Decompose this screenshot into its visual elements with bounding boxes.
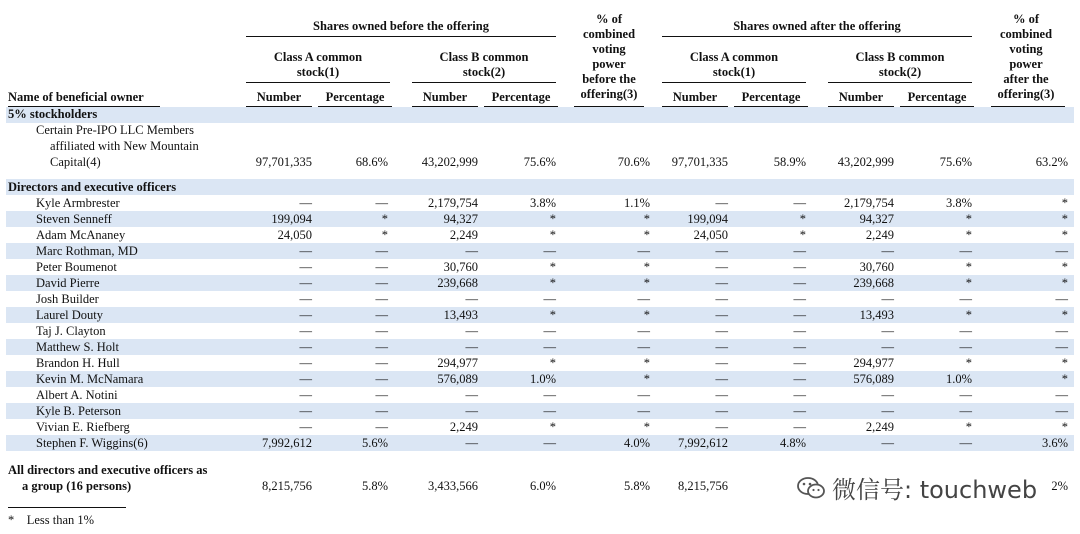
pre-ipo-class-b-after-number: 43,202,999 [837,155,894,169]
pre-ipo-class-a-after-pct: 58.9% [773,155,806,169]
table-row-class-b-before-pct: * [549,212,556,226]
table-row-voting-before: * [643,276,650,290]
table-row-voting-after: — [1055,292,1068,306]
header-percentage: Percentage [491,90,551,104]
table-row-class-a-before-number: — [299,372,312,386]
group-total-class-b-before-number: 3,433,566 [428,479,478,493]
table-row-class-a-after-number: 7,992,612 [678,436,728,450]
table-row-class-b-after-pct: 3.8% [945,196,972,210]
table-row-class-a-before-pct: — [375,356,388,370]
table-row-class-a-before-pct: — [375,196,388,210]
table-row-class-b-after-number: 30,760 [859,260,894,274]
table-row-class-b-after-pct: — [959,244,972,258]
table-row-voting-after: — [1055,388,1068,402]
group-total-class-b-before-pct: 6.0% [529,479,556,493]
table-row-class-b-before-pct: — [543,324,556,338]
table-row-name: Albert A. Notini [36,388,118,402]
table-row-voting-after: * [1061,276,1068,290]
table-row-name: Laurel Douty [36,308,103,322]
table-row-class-b-after-pct: — [959,436,972,450]
table-row-class-b-before-number: 13,493 [443,308,478,322]
table-row-voting-before: * [643,356,650,370]
table-row-name: Kevin M. McNamara [36,372,144,386]
table-row-class-b-before-number: — [465,244,478,258]
table-row-class-a-after-number: — [715,420,728,434]
table-row-class-a-before-number: — [299,196,312,210]
watermark [790,468,1043,507]
pre-ipo-class-a-after-number: 97,701,335 [671,155,728,169]
header-after-group: Shares owned after the offering [733,19,901,33]
section-five-pct: 5% stockholders [8,107,98,121]
table-row-voting-before: — [637,324,650,338]
table-row-class-b-before-number: — [465,388,478,402]
table-row-name: Adam McAnaney [36,228,126,242]
table-row-class-b-after-pct: * [965,228,972,242]
table-row-class-b-before-pct: * [549,420,556,434]
table-row-class-b-after-number: 576,089 [853,372,894,386]
header-class-a-before: Class A common stock(1) [273,50,363,79]
table-row-class-a-before-pct: — [375,260,388,274]
table-row-name: Matthew S. Holt [36,340,119,354]
table-row-class-a-before-number: — [299,292,312,306]
header-before-group: Shares owned before the offering [313,19,489,33]
header-after-rule [662,36,972,37]
table-row-class-b-after-number: 294,977 [853,356,894,370]
table-row-class-a-before-number: 24,050 [277,228,312,242]
table-row-name: Steven Senneff [36,212,112,226]
table-row-voting-after: * [1061,260,1068,274]
table-row-class-b-after-pct: * [965,356,972,370]
table-row-class-b-before-pct: — [543,244,556,258]
table-row-class-a-before-pct: 5.6% [361,436,388,450]
table-row-class-a-after-pct: — [793,308,806,322]
header-before-rule [246,36,556,37]
table-row-class-b-before-pct: * [549,308,556,322]
table-row-class-a-before-number: 7,992,612 [262,436,312,450]
table-row-class-a-before-number: — [299,420,312,434]
table-row-voting-after: * [1061,372,1068,386]
section-directors: Directors and executive officers [8,180,177,194]
table-row-class-a-before-number: — [299,388,312,402]
table-row-class-b-after-number: — [881,292,894,306]
table-row-class-b-after-number: 94,327 [859,212,894,226]
table-row-class-b-before-number: — [465,340,478,354]
table-row-class-b-after-pct: * [965,308,972,322]
rule-class-a-before [246,82,390,83]
table-row-class-a-after-number: — [715,260,728,274]
header-number: Number [672,90,718,104]
table-row-class-b-after-number: — [881,340,894,354]
table-row-class-a-after-number: — [715,356,728,370]
table-row-class-b-before-number: 294,977 [437,356,478,370]
table-row-class-a-after-pct: — [793,276,806,290]
header-class-b-after: Class B common stock(2) [855,50,945,79]
pre-ipo-voting-before: 70.6% [617,155,650,169]
table-row-class-a-after-number: — [715,292,728,306]
table-row-class-b-before-pct: * [549,260,556,274]
table-row-class-b-after-number: — [881,244,894,258]
table-row-class-a-after-pct: — [793,404,806,418]
table-row-class-b-after-number: 2,179,754 [844,196,894,210]
table-row-class-a-after-pct: — [793,244,806,258]
table-row-class-a-after-pct: — [793,196,806,210]
table-row-class-a-after-number: 24,050 [693,228,728,242]
header-class-a-after: Class A common stock(1) [689,50,779,79]
table-row-class-a-after-number: 199,094 [687,212,728,226]
header-voting-after: % of combined voting power after the offering(3) [997,12,1055,101]
table-row-class-b-before-pct: * [549,228,556,242]
table-row-voting-before: 4.0% [623,436,650,450]
table-row-class-a-before-pct: — [375,292,388,306]
header-name-col: Name of beneficial owner [8,90,144,104]
group-total-voting-after: 2% [1051,479,1068,493]
table-row-class-b-after-number: — [881,324,894,338]
table-row-name: David Pierre [36,276,100,290]
table-row-voting-after: — [1055,324,1068,338]
table-row-class-a-after-number: — [715,308,728,322]
header-percentage: Percentage [325,90,385,104]
table-row-class-b-after-number: 2,249 [865,228,894,242]
table-row-class-b-after-pct: — [959,324,972,338]
table-row-class-a-before-pct: — [375,244,388,258]
footnote-rule [8,507,126,508]
group-total-voting-before: 5.8% [623,479,650,493]
table-row-voting-after: * [1061,212,1068,226]
header-percentage: Percentage [907,90,967,104]
group-total-name: All directors and executive officers as a group (16 persons) [8,463,208,493]
table-row-voting-after: * [1061,420,1068,434]
table-row-name: Peter Boumenot [36,260,117,274]
header-number: Number [838,90,884,104]
table-row-name: Taj J. Clayton [36,324,106,338]
table-row-voting-after: — [1055,404,1068,418]
table-row-class-a-before-pct: — [375,420,388,434]
table-row-class-b-before-pct: 3.8% [529,196,556,210]
table-row-class-b-before-number: 2,249 [449,228,478,242]
table-row-class-b-before-pct: — [543,404,556,418]
pre-ipo-class-b-after-pct: 75.6% [939,155,972,169]
table-row-class-b-after-pct: — [959,292,972,306]
table-row-class-a-after-number: — [715,276,728,290]
table-row-name: Kyle B. Peterson [36,404,122,418]
table-row-voting-before: * [643,420,650,434]
table-row-class-b-after-number: 239,668 [853,276,894,290]
table-row-class-a-before-pct: — [375,372,388,386]
table-row-class-b-before-number: — [465,324,478,338]
pre-ipo-class-a-before-pct: 68.6% [355,155,388,169]
table-row-voting-after: 3.6% [1041,436,1068,450]
table-row-class-b-after-number: — [881,436,894,450]
table-row-voting-before: — [637,388,650,402]
table-row-class-b-after-number: 2,249 [865,420,894,434]
table-row-class-a-before-number: — [299,244,312,258]
table-row-name: Brandon H. Hull [36,356,120,370]
table-row-voting-before: — [637,340,650,354]
pre-ipo-class-b-before-number: 43,202,999 [421,155,478,169]
pre-ipo-voting-after: 63.2% [1035,155,1068,169]
table-row-class-a-after-pct: — [793,388,806,402]
table-row-class-a-after-number: — [715,388,728,402]
table-row-class-a-after-number: — [715,372,728,386]
table-row-class-a-after-pct: — [793,372,806,386]
table-row-class-b-before-pct: * [549,276,556,290]
table-row-class-b-before-number: 30,760 [443,260,478,274]
table-row-class-b-before-pct: 1.0% [529,372,556,386]
table-row-class-a-after-pct: — [793,340,806,354]
table-row-class-a-before-number: 199,094 [271,212,312,226]
table-row-class-a-after-number: — [715,196,728,210]
table-row-voting-before: * [643,260,650,274]
table-row-class-a-after-pct: * [799,228,806,242]
table-row-class-b-after-number: 13,493 [859,308,894,322]
table-row-class-a-before-pct: — [375,404,388,418]
table-row-class-a-before-number: — [299,340,312,354]
band-five-pct [6,107,1074,123]
table-row-class-b-after-pct: — [959,340,972,354]
table-row-name: Josh Builder [36,292,99,306]
header-number: Number [256,90,302,104]
table-row-class-a-after-pct: — [793,324,806,338]
header-number: Number [422,90,468,104]
table-row-class-a-before-number: — [299,276,312,290]
table-row-class-b-before-pct: * [549,356,556,370]
group-total-class-a-after-number: 8,215,756 [678,479,728,493]
table-row-voting-before: 1.1% [623,196,650,210]
table-row-class-b-before-pct: — [543,292,556,306]
table-row-class-a-after-pct: — [793,356,806,370]
table-row-voting-before: — [637,292,650,306]
table-row-voting-before: * [643,308,650,322]
table-row-class-b-before-number: 94,327 [443,212,478,226]
table-row-class-b-after-pct: * [965,420,972,434]
table-row-class-b-before-number: — [465,292,478,306]
table-row-class-a-before-pct: — [375,308,388,322]
table-row-class-b-before-number: 239,668 [437,276,478,290]
table-row-class-a-before-pct: — [375,276,388,290]
table-row-class-b-before-number: 576,089 [437,372,478,386]
table-row-class-a-before-number: — [299,404,312,418]
table-row-class-a-after-number: — [715,244,728,258]
table-row-class-b-before-number: 2,179,754 [428,196,478,210]
table-row-class-b-before-pct: — [543,388,556,402]
rule-class-a-after [662,82,806,83]
table-row-voting-before: * [643,372,650,386]
table-row-class-b-before-number: — [465,404,478,418]
pre-ipo-class-a-before-number: 97,701,335 [255,155,312,169]
table-row-class-b-before-pct: — [543,436,556,450]
table-row-class-b-before-number: 2,249 [449,420,478,434]
table-row-class-a-after-number: — [715,324,728,338]
rule-class-b-before [412,82,556,83]
table-row-voting-after: — [1055,340,1068,354]
header-voting-before: % of combined voting power before the offering(3) [580,12,638,101]
table-row-class-a-after-pct: — [793,260,806,274]
table-row-name: Marc Rothman, MD [36,244,138,258]
table-row-class-b-after-pct: * [965,260,972,274]
table-row-voting-before: * [643,228,650,242]
table-row-class-a-before-number: — [299,356,312,370]
header-percentage: Percentage [741,90,801,104]
table-row-class-a-before-number: — [299,308,312,322]
table-row-class-b-before-number: — [465,436,478,450]
table-row-voting-after: * [1061,196,1068,210]
table-row-name: Stephen F. Wiggins(6) [36,436,148,450]
table-row-class-a-before-pct: * [381,212,388,226]
table-row-class-a-after-pct: 4.8% [779,436,806,450]
table-row-class-a-before-pct: — [375,340,388,354]
table-row-class-a-before-pct: * [381,228,388,242]
table-row-voting-before: * [643,212,650,226]
group-total-class-a-before-pct: 5.8% [361,479,388,493]
table-row-voting-after: * [1061,308,1068,322]
table-row-class-a-after-pct: — [793,292,806,306]
table-row-name: Kyle Armbrester [36,196,120,210]
table-row-class-a-before-number: — [299,260,312,274]
table-row-class-b-after-pct: 1.0% [945,372,972,386]
table-row-class-a-before-pct: — [375,388,388,402]
table-row-class-a-after-pct: — [793,420,806,434]
table-row-name: Vivian E. Riefberg [36,420,130,434]
table-row-class-a-after-pct: * [799,212,806,226]
table-row-class-a-before-number: — [299,324,312,338]
footnote: * Less than 1% [8,513,95,527]
pre-ipo-name: Certain Pre-IPO LLC Members affiliated with New Mountain Capital(4) [36,123,199,169]
table-row-class-a-after-number: — [715,340,728,354]
pre-ipo-class-b-before-pct: 75.6% [523,155,556,169]
watermark-text: 微信号: touchweb [832,476,1038,504]
table-row-class-b-after-pct: * [965,276,972,290]
table-row-class-b-after-pct: — [959,404,972,418]
header-class-b-before: Class B common stock(2) [439,50,529,79]
table-row-class-b-after-number: — [881,404,894,418]
table-row-voting-after: * [1061,356,1068,370]
table-row-voting-after: — [1055,244,1068,258]
rule-class-b-after [828,82,972,83]
table-row-class-b-after-number: — [881,388,894,402]
table-row-voting-before: — [637,244,650,258]
table-row-class-a-after-number: — [715,404,728,418]
wechat-icon [796,475,826,501]
table-row-class-b-after-pct: * [965,212,972,226]
table-row-class-b-after-pct: — [959,388,972,402]
table-row-voting-before: — [637,404,650,418]
table-row-class-a-before-pct: — [375,324,388,338]
table-row-voting-after: * [1061,228,1068,242]
table-row-class-b-before-pct: — [543,340,556,354]
group-total-class-a-before-number: 8,215,756 [262,479,312,493]
